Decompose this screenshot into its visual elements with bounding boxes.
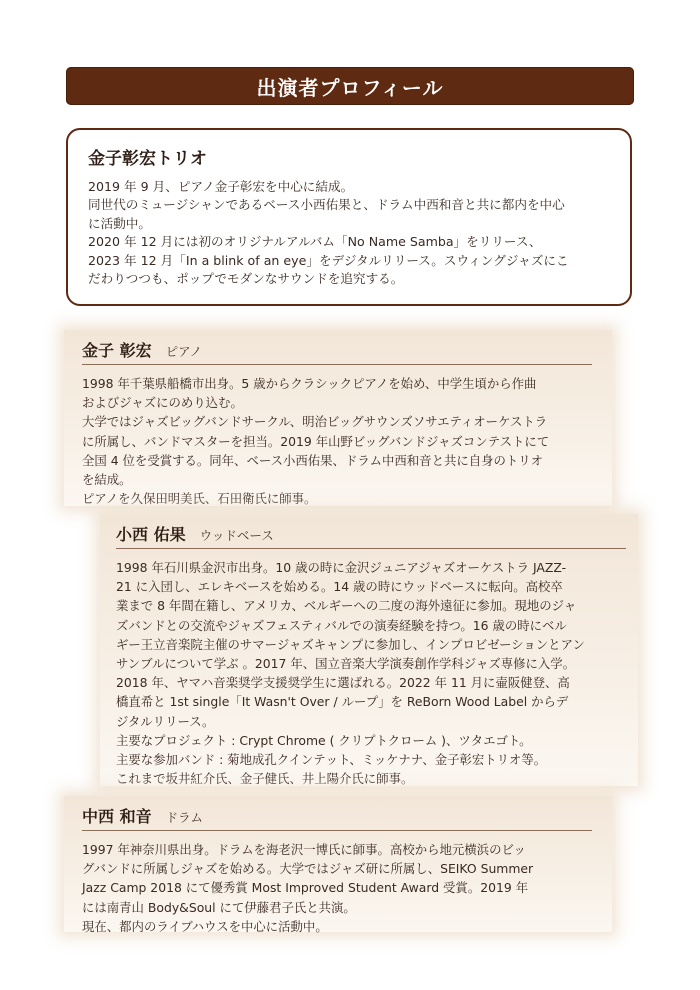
bio-line: ジタルリリース。 (116, 713, 215, 729)
profile-bio (116, 558, 626, 788)
trio-info-box (66, 128, 632, 306)
bio-line: には南青山 Body&Soul にて伊藤君子氏と共演。 (82, 899, 356, 915)
bio-line: およびジャズにのめり込む。 (82, 395, 243, 411)
profile-role: ドラム (165, 810, 203, 825)
profile-role: ピアノ (165, 344, 203, 359)
bio-line: を結成。 (82, 472, 132, 488)
bio-line: 2018 年、ヤマハ音楽奨学支援奨学生に選ばれる。2022 年 11 月に壷阪健登、高 (116, 675, 570, 691)
bio-line: 業まで 8 年間在籍し、アメリカ、ベルギーへの二度の海外遠征に参加。現地のジャ (116, 598, 577, 614)
profile-bio (82, 374, 592, 508)
trio-line: に活動中。 (88, 215, 151, 231)
profile-kaneko (64, 330, 612, 506)
bio-line: に所属し、バンドマスターを担当。2019 年山野ビッグバンドジャズコンテストにて (82, 433, 550, 449)
bio-line: ズバンドとの交流やジャズフェスティバルでの演奏経験を持つ。16 歳の時にベル (116, 617, 567, 633)
bio-line: ピアノを久保田明美氏、石田衛氏に師事。 (82, 491, 317, 507)
trio-description (88, 178, 612, 288)
bio-line: 1997 年神奈川県出身。ドラムを海老沢一博氏に師事。高校から地元横浜のビッ (82, 842, 526, 857)
profile-role: ウッドベース (199, 528, 274, 543)
bio-line: 橋直希と 1st single「It Wasn't Over / ループ」を ReBorn Wood Label からデ (116, 694, 569, 710)
bio-line: 大学ではジャズビッグバンドサークル、明治ビッグサウンズソサエティオーケストラ (82, 414, 548, 430)
bio-line: 現在、都内のライブハウスを中心に活動中。 (82, 918, 328, 934)
bio-line: サンブルについて学ぶ 。2017 年、国立音楽大学演奏創作学科ジャズ専修に入学。 (116, 656, 576, 672)
profile-header (82, 338, 592, 365)
trio-name: 金子彰宏トリオ (88, 149, 207, 169)
trio-line: 同世代のミュージシャンであるベース小西佑果と、ドラム中西和音と共に都内を中心 (88, 197, 565, 213)
page-title: 出演者プロフィール (66, 67, 634, 105)
bio-line: これまで坂井紅介氏、金子健氏、井上陽介氏に師事。 (116, 771, 414, 787)
bio-line: ギー王立音楽院主催のサマージャズキャンプに参加し、インプロビゼーションとアン (116, 636, 585, 652)
profile-nakanishi (64, 796, 612, 932)
trio-line: 2020 年 12 月には初のオリジナルアルバム「No Name Samba」をリリース、 (88, 234, 542, 250)
bio-line: 主要な参加バンド : 菊地成孔クインテット、ミッケナナ、金子彰宏トリオ等。 (116, 752, 547, 768)
profile-name: 小西 佑果 (116, 525, 186, 544)
profile-name: 中西 和音 (82, 807, 152, 826)
trio-line: 2023 年 12 月「In a blink of an eye」をデジタルリリース。スウィングジャズにこ (88, 252, 569, 268)
bio-line: 1998 年石川県金沢市出身。10 歳の時に金沢ジュニアジャズオーケストラ JAZZ- (116, 560, 567, 575)
bio-line: 主要なプロジェクト : Crypt Chrome ( クリプトクローム )、ツタエゴト。 (116, 732, 532, 748)
profile-name: 金子 彰宏 (82, 341, 152, 360)
profile-header (116, 522, 626, 549)
profile-bio (82, 840, 592, 936)
profile-konishi (100, 514, 638, 786)
bio-line: Jazz Camp 2018 にて優秀賞 Most Improved Student Award 受賞。2019 年 (82, 880, 529, 896)
bio-line: 21 に入団し、エレキベースを始める。14 歳の時にウッドベースに転向。高校卒 (116, 579, 563, 595)
trio-line: 2019 年 9 月、ピアノ金子彰宏を中心に結成。 (88, 179, 354, 194)
bio-line: グバンドに所属しジャズを始める。大学ではジャズ研に所属し、SEIKO Summer (82, 861, 534, 877)
bio-line: 1998 年千葉県船橋市出身。5 歳からクラシックピアノを始め、中学生頃から作曲 (82, 376, 537, 391)
bio-line: 全国 4 位を受賞する。同年、ベース小西佑果、ドラム中西和音と共に自身のトリオ (82, 452, 543, 468)
trio-line: だわりつつも、ポップでモダンなサウンドを追究する。 (88, 271, 404, 287)
profile-header (82, 804, 592, 831)
